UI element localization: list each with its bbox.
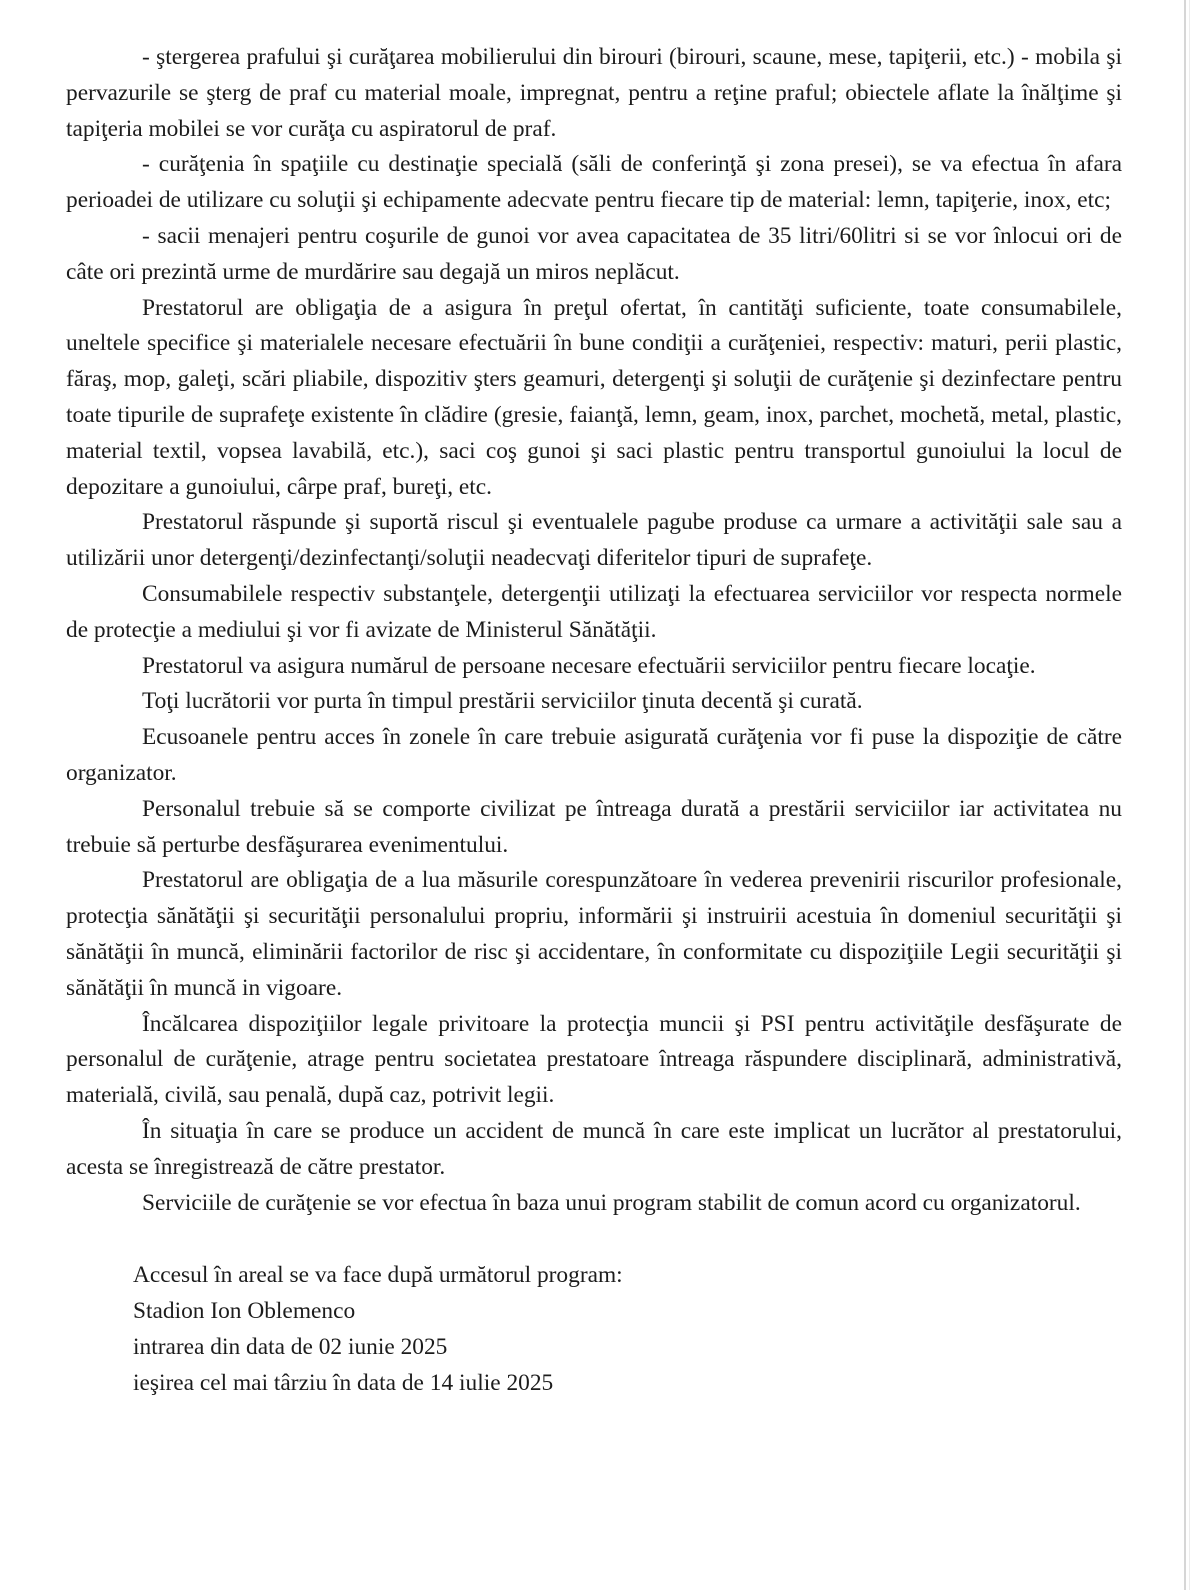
schedule-venue: Stadion Ion Oblemenco	[133, 1298, 356, 1325]
paragraph-dusting-furniture: - ştergerea prafului şi curăţarea mobilierului din birouri (birouri, scaune, mese, tapiţerii, etc.) - mobila şi pervazurile se şterg de praf cu material moale, impregnat, pentru a reţine praful; obiectele aflate la înălţime şi tapiţeria mobilei se vor curăţa cu aspiratorul de praf.	[66, 44, 1122, 142]
paragraph-cleaning-schedule: Serviciile de curăţenie se vor efectua în baza unui program stabilit de comun acord cu organizatorul.	[142, 1189, 1081, 1216]
paragraph-consumables-obligation: Prestatorul are obligaţia de a asigura în preţul ofertat, în cantităţi suficiente, toate consumabilele, uneltele specifice şi materialele necesare efectuării în bune condiţii a curăţeniei, respectiv: maturi, perii plastic, făraş, mop, galeţi, scări pliabile, dispozitiv şters geamuri, detergenţi şi soluţii de curăţenie şi dezinfectare pentru toate tipurile de suprafeţe existente în clădire (gresie, faianţă, lemn, geam, inox, parchet, mochetă, metal, plastic, material textil, vopsea lavabilă, etc.), saci coş gunoi şi saci plastic pentru transportul gunoiului la locul de depozitare a gunoiului, cârpe praf, bureţi, etc.	[66, 294, 1122, 500]
schedule-exit-date: ieşirea cel mai târziu în data de 14 iulie 2025	[133, 1369, 554, 1396]
paragraph-dress-code: Toţi lucrătorii vor purta în timpul prestării serviciilor ţinuta decentă şi curată.	[142, 688, 863, 715]
paragraph-access-badges: Ecusoanele pentru acces în zonele în care trebuie asigurată curăţenia vor fi puse la dispoziţie de către organizator.	[66, 724, 1122, 786]
document-body	[66, 40, 1122, 1401]
paragraph-legal-breach: Încălcarea dispoziţiilor legale privitoare la protecţia muncii şi PSI pentru activităţile desfăşurate de personalul de curăţenie, atrage pentru societatea prestatoare întreaga răspundere disciplinară, administrativă, materială, civilă, sau penală, după caz, potrivit legii.	[66, 1010, 1122, 1109]
page-edge-shadow	[1184, 0, 1186, 1590]
paragraph-staff-number: Prestatorul va asigura numărul de persoane necesare efectuării serviciilor pentru fiecare locaţie.	[142, 652, 1036, 679]
paragraph-staff-conduct: Personalul trebuie să se comporte civilizat pe întreaga durată a prestării serviciilor iar activitatea nu trebuie să perturbe desfăşurarea evenimentului.	[66, 795, 1122, 858]
schedule-entry-date: intrarea din data de 02 iunie 2025	[133, 1333, 448, 1360]
paragraph-special-spaces: - curăţenia în spaţiile cu destinaţie specială (săli de conferinţă şi zona presei), se va efectua în afara perioadei de utilizare cu soluţii şi echipamente adecvate pentru fiecare tip de material: lemn, tapiţerie, inox, etc;	[66, 151, 1122, 214]
paragraph-risk-prevention: Prestatorul are obligaţia de a lua măsurile corespunzătoare în vederea prevenirii riscurilor profesionale, protecţia sănătăţii şi securităţii personalului propriu, informării şi instruirii acestuia în domeniul securităţii şi sănătăţii în muncă, eliminării factorilor de risc şi accidentare, în conformitate cu dispoziţiile Legii securităţii şi sănătăţii în muncă in vigoare.	[66, 867, 1122, 1001]
paragraph-work-accident: În situaţia în care se produce un accident de muncă în care este implicat un lucrător al prestatorului, acesta se înregistrează de către prestator.	[66, 1117, 1122, 1180]
page-edge-shadow-secondary	[1189, 0, 1190, 1590]
schedule-intro: Accesul în areal se va face după următorul program:	[133, 1262, 623, 1289]
paragraph-provider-liability: Prestatorul răspunde şi suportă riscul şi eventualele pagube produse ca urmare a activităţii sale sau a utilizării unor detergenţi/dezinfectanţi/soluţii neadecvaţi diferitelor tipuri de suprafeţe.	[66, 509, 1122, 572]
access-schedule	[66, 1258, 1122, 1401]
paragraph-trash-bags: - sacii menajeri pentru coşurile de gunoi vor avea capacitatea de 35 litri/60litri si se vor înlocui ori de câte ori prezintă urme de murdărire sau degajă un miros neplăcut.	[66, 222, 1122, 285]
paragraph-environmental-norms: Consumabilele respectiv substanţele, detergenţii utilizaţi la efectuarea serviciilor vor respecta normele de protecţie a mediului şi vor fi avizate de Ministerul Sănătăţii.	[66, 580, 1122, 643]
